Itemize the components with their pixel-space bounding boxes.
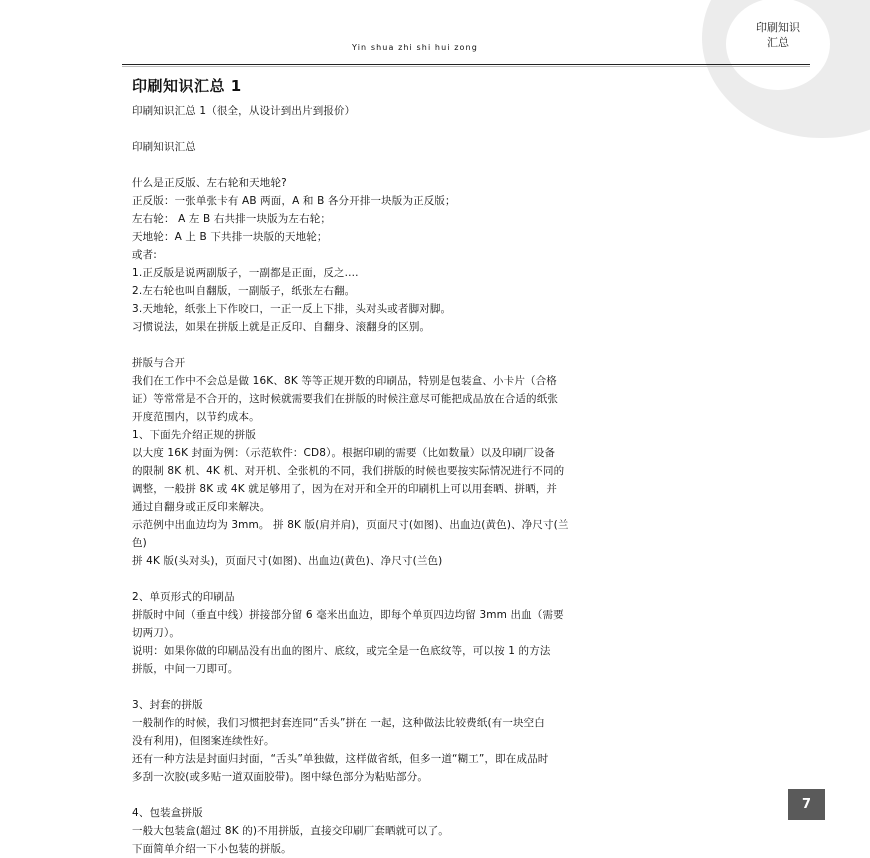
paragraph-line: 或者: <box>132 249 157 261</box>
paragraph-line: 4、包装盒拼版 <box>132 807 203 819</box>
paragraph-line: 调整，一般拼 8K 或 4K 就足够用了，因为在对开和全开的印刷机上可以用套晒、拼晒，并 <box>132 483 558 495</box>
section-imposition <box>132 354 744 570</box>
paragraph-line: 证）等常常是不合开的，这时候就需要我们在拼版的时候注意尽可能把成品放在合适的纸张 <box>132 393 558 405</box>
paragraph-line: 1、下面先介绍正规的拼版 <box>132 429 256 441</box>
paragraph-line: 拼版，中间一刀即可。 <box>132 663 239 675</box>
section-badge <box>748 20 808 50</box>
header-rule-shadow <box>122 66 810 67</box>
paragraph-line: 拼版与合开 <box>132 357 186 369</box>
paragraph-line: 拼 4K 版(头对头)，页面尺寸(如图)、出血边(黄色)、净尺寸(兰色) <box>132 555 443 567</box>
header-rule <box>122 64 810 65</box>
paragraph-line: 什么是正反版、左右轮和天地轮? <box>132 177 287 189</box>
paragraph-line: 多刮一次胶(或多贴一道双面胶带)。图中绿色部分为粘贴部分。 <box>132 771 429 783</box>
paragraph-line: 拼版时中间（垂直中线）拼接部分留 6 毫米出血边，即每个单页四边均留 3mm 出血（需要 <box>132 609 564 621</box>
badge-line-2: 汇总 <box>767 36 789 49</box>
badge-line-1: 印刷知识 <box>756 21 800 34</box>
page-title: 印刷知识汇总 1 <box>132 77 242 95</box>
paragraph-line: 的限制 8K 机、4K 机、对开机、全张机的不同，我们拼版的时候也要按实际情况进行不同的 <box>132 465 565 477</box>
section-packaging-box <box>132 804 744 858</box>
paragraph-line: 还有一种方法是封面归封面，“舌头”单独做，这样做省纸，但多一道“糊工”，即在成品时 <box>132 753 549 765</box>
paragraph-line: 左右轮： A 左 B 右共排一块版为左右轮； <box>132 213 332 225</box>
paragraph-line: 2、单页形式的印刷品 <box>132 591 235 603</box>
section-single-page <box>132 588 744 678</box>
paragraph-line: 以大度 16K 封面为例：（示范软件：CD8）。根据印刷的需要（比如数量）以及印刷厂设备 <box>132 447 556 459</box>
paragraph-line: 说明：如果你做的印刷品没有出血的图片、底纹，或完全是一色底纹等，可以按 1 的方法 <box>132 645 551 657</box>
section-plate-types <box>132 174 744 336</box>
paragraph-line: 示范例中出血边均为 3mm。 拼 8K 版(肩并肩)，页面尺寸(如图)、出血边(黄色)、净尺寸(兰 <box>132 519 569 531</box>
paragraph-line: 习惯说法，如果在拼版上就是正反印、自翻身、滚翻身的区别。 <box>132 321 431 333</box>
document-body <box>132 76 744 858</box>
paragraph-line: 2.左右轮也叫自翻版，一副版子，纸张左右翻。 <box>132 285 356 297</box>
running-header: Yin shua zhi shi hui zong <box>352 43 478 52</box>
paragraph-line: 天地轮：A 上 B 下共排一块版的天地轮； <box>132 231 328 243</box>
paragraph-line: 开度范围内，以节约成本。 <box>132 411 260 423</box>
paragraph-line: 通过自翻身或正反印来解决。 <box>132 501 271 513</box>
paragraph-line: 色) <box>132 537 147 549</box>
paragraph-line: 没有利用)，但图案连续性好。 <box>132 735 275 747</box>
subtitle: 印刷知识汇总 1（很全，从设计到出片到报价） <box>132 105 356 117</box>
section-envelope <box>132 696 744 786</box>
paragraph-line: 1.正反版是说两副版子，一副都是正面，反之.... <box>132 267 359 279</box>
paragraph-line: 下面简单介绍一下小包装的拼版。 <box>132 843 292 855</box>
paragraph-line: 一般大包装盒(超过 8K 的)不用拼版，直接交印刷厂套晒就可以了。 <box>132 825 449 837</box>
paragraph-line: 正反版：一张单张卡有 AB 两面，A 和 B 各分开排一块版为正反版； <box>132 195 456 207</box>
paragraph-line: 切两刀）。 <box>132 627 180 639</box>
paragraph-line: 我们在工作中不会总是做 16K、8K 等等正规开数的印刷品，特别是包装盒、小卡片（合格 <box>132 375 557 387</box>
paragraph-line: 一般制作的时候，我们习惯把封套连同“舌头”拼在 一起，这种做法比较费纸(有一块空白 <box>132 717 545 729</box>
paragraph-line: 3.天地轮，纸张上下作咬口，一正一反上下排，头对头或者脚对脚。 <box>132 303 452 315</box>
page-number: 7 <box>788 789 825 820</box>
section-heading: 印刷知识汇总 <box>132 141 196 153</box>
paragraph-line: 3、封套的拼版 <box>132 699 203 711</box>
